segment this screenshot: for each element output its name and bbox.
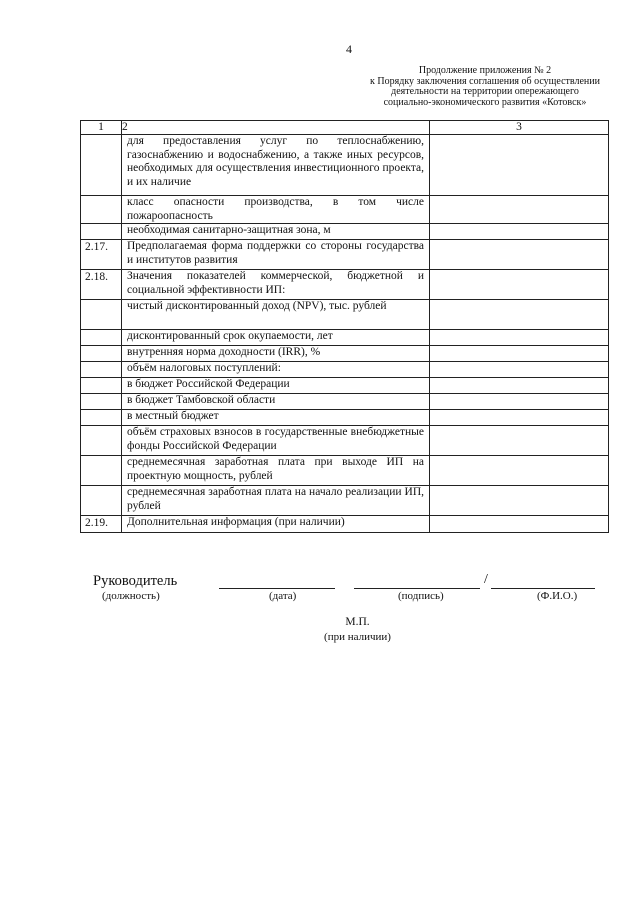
indicators-table (80, 120, 609, 533)
row-description-cell: Предполагаемая форма поддержки со стороны государства и институтов развития (122, 240, 430, 270)
row-description-cell: в бюджет Тамбовской области (122, 394, 430, 410)
row-description-cell: в местный бюджет (122, 410, 430, 426)
row-number-cell (81, 378, 122, 394)
header-line-1: Продолжение приложения № 2 (418, 65, 552, 76)
table-row (81, 426, 609, 456)
row-description-cell: для предоставления услуг по теплоснабжению, газоснабжению и водоснабжению, а также иных ресурсов, необходимых для осуществления инвестиционного проекта, и их наличие (122, 135, 430, 196)
table-row (81, 378, 609, 394)
signature-caption: (подпись) (398, 590, 444, 602)
stamp-place-label: М.П. (345, 616, 370, 628)
row-number-cell (81, 426, 122, 456)
table-row (81, 300, 609, 330)
row-description-cell: среднемесячная заработная плата при выходе ИП на проектную мощность, рублей (122, 456, 430, 486)
row-value-cell[interactable] (430, 346, 609, 362)
row-description-cell: дисконтированный срок окупаемости, лет (122, 330, 430, 346)
signature-line[interactable] (354, 588, 480, 589)
table-row (81, 135, 609, 196)
row-number-cell: 2.18. (81, 270, 122, 300)
table-row (81, 410, 609, 426)
row-value-cell[interactable] (430, 378, 609, 394)
column-header-2: 2 (122, 121, 430, 135)
row-number-cell (81, 300, 122, 330)
row-value-cell[interactable] (430, 410, 609, 426)
row-value-cell[interactable] (430, 486, 609, 516)
row-number-cell (81, 330, 122, 346)
table-row (81, 224, 609, 240)
row-description-cell: объём налоговых поступлений: (122, 362, 430, 378)
row-value-cell[interactable] (430, 516, 609, 533)
row-number-cell (81, 362, 122, 378)
row-value-cell[interactable] (430, 456, 609, 486)
row-value-cell[interactable] (430, 330, 609, 346)
full-name-line[interactable] (491, 588, 595, 589)
table-row (81, 196, 609, 224)
row-number-cell (81, 224, 122, 240)
row-value-cell[interactable] (430, 300, 609, 330)
row-value-cell[interactable] (430, 196, 609, 224)
date-line[interactable] (219, 588, 335, 589)
position-caption: (должность) (102, 590, 160, 602)
date-caption: (дата) (269, 590, 297, 602)
signature-slash: / (484, 572, 488, 587)
row-description-cell: среднемесячная заработная плата на начало реализации ИП, рублей (122, 486, 430, 516)
signatory-title: Руководитель (93, 573, 178, 589)
row-description-cell: в бюджет Российской Федерации (122, 378, 430, 394)
row-description-cell: класс опасности производства, в том числе пожароопасность (122, 196, 430, 224)
row-number-cell (81, 196, 122, 224)
row-description-cell: объём страховых взносов в государственные внебюджетные фонды Российской Федерации (122, 426, 430, 456)
table-row (81, 456, 609, 486)
table-row (81, 362, 609, 378)
stamp-note: (при наличии) (324, 631, 391, 643)
full-name-caption: (Ф.И.О.) (537, 590, 578, 602)
header-line-3: деятельности на территории опережающего (391, 86, 579, 97)
signature-block (0, 570, 640, 690)
row-value-cell[interactable] (430, 362, 609, 378)
row-number-cell (81, 394, 122, 410)
table-row (81, 270, 609, 300)
row-description-cell: Дополнительная информация (при наличии) (122, 516, 430, 533)
row-value-cell[interactable] (430, 270, 609, 300)
page-number: 4 (346, 42, 352, 56)
row-number-cell: 2.17. (81, 240, 122, 270)
column-header-1: 1 (81, 121, 122, 135)
table-row (81, 486, 609, 516)
table-row (81, 394, 609, 410)
row-value-cell[interactable] (430, 224, 609, 240)
row-number-cell (81, 135, 122, 196)
row-number-cell (81, 346, 122, 362)
row-description-cell: необходимая санитарно-защитная зона, м (122, 224, 430, 240)
row-value-cell[interactable] (430, 240, 609, 270)
header-line-4: социально-экономического развития «Котовск» (383, 96, 587, 108)
row-description-cell: чистый дисконтированный доход (NPV), тыс. рублей (122, 300, 430, 330)
table-row (81, 346, 609, 362)
row-description-cell: Значения показателей коммерческой, бюджетной и социальной эффективности ИП: (122, 270, 430, 300)
row-number-cell (81, 410, 122, 426)
table-header-row (81, 121, 609, 135)
table-row (81, 516, 609, 533)
row-number-cell (81, 456, 122, 486)
row-value-cell[interactable] (430, 135, 609, 196)
row-description-cell: внутренняя норма доходности (IRR), % (122, 346, 430, 362)
row-number-cell (81, 486, 122, 516)
appendix-header-note (340, 66, 630, 108)
row-value-cell[interactable] (430, 426, 609, 456)
table-row (81, 330, 609, 346)
column-header-3: 3 (430, 121, 609, 135)
header-line-2: к Порядку заключения соглашения об осуществлении (370, 75, 600, 87)
table-row (81, 240, 609, 270)
row-value-cell[interactable] (430, 394, 609, 410)
row-number-cell: 2.19. (81, 516, 122, 533)
